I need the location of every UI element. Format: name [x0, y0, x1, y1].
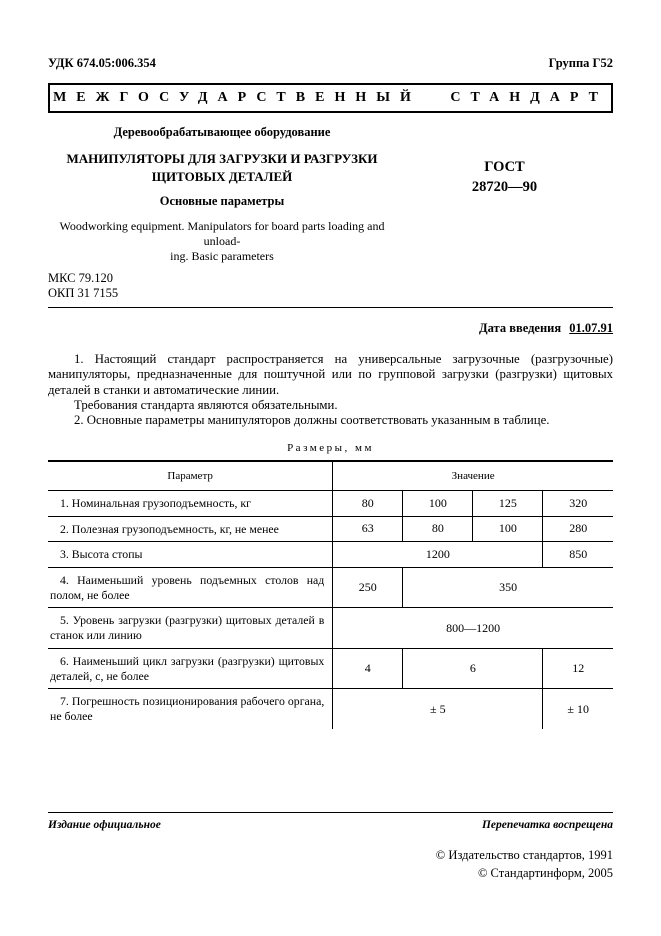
udk-number: УДК 674.05:006.354	[48, 56, 156, 70]
standard-title-line2: ЩИТОВЫХ ДЕТАЛЕЙ	[151, 168, 293, 184]
classification-codes	[48, 271, 613, 301]
value-cell: 350	[403, 568, 613, 608]
column-header-value: Значение	[451, 469, 495, 482]
footer-divider-rule	[48, 812, 613, 813]
table-caption: Размеры, мм	[287, 441, 374, 454]
column-header-param: Параметр	[48, 461, 333, 491]
copyright-publisher: © Издательство стандартов, 1991	[435, 848, 613, 862]
value-cell: 12	[543, 648, 613, 688]
paragraph-parameters: 2. Основные параметры манипуляторов должны соответствовать указанным в таблице.	[74, 413, 550, 428]
gost-code-line2: 28720—90	[471, 179, 538, 196]
copyright-standartinform: © Стандартинформ, 2005	[477, 865, 613, 880]
table-row	[48, 689, 613, 729]
param-cell: 5. Уровень загрузки (разгрузки) щитовых деталей в станок или линию	[48, 608, 333, 648]
equipment-category: Деревообрабатывающее оборудование	[113, 125, 331, 139]
top-meta-row	[48, 56, 613, 71]
banner-title: МЕЖГОСУДАРСТВЕННЫЙ СТАНДАРТ	[53, 90, 608, 105]
table-row	[48, 568, 613, 608]
value-cell: 125	[473, 490, 543, 516]
value-cell: 1200	[333, 542, 543, 568]
date-label: Дата введения	[479, 321, 562, 336]
value-cell: 850	[543, 542, 613, 568]
value-cell: 63	[333, 516, 403, 542]
okp-code: ОКП 31 7155	[48, 286, 119, 301]
english-title-line1: Woodworking equipment. Manipulators for board parts loading and unload-	[59, 219, 385, 249]
table-row	[48, 490, 613, 516]
title-left-column	[48, 125, 396, 264]
value-cell: 280	[543, 516, 613, 542]
english-title-line2: ing. Basic parameters	[170, 249, 274, 264]
gost-code-block	[396, 125, 613, 264]
value-cell: 320	[543, 490, 613, 516]
value-cell: 100	[473, 516, 543, 542]
param-cell: 7. Погрешность позиционирования рабочего органа, не более	[48, 689, 333, 729]
param-cell: 4. Наименьший уровень подъемных столов над полом, не более	[48, 568, 333, 608]
table-row	[48, 542, 613, 568]
standard-title	[48, 150, 396, 185]
value-cell: ± 10	[543, 689, 613, 729]
gost-code-line1: ГОСТ	[484, 159, 525, 175]
value-cell: 80	[403, 516, 473, 542]
mks-code: МКС 79.120	[48, 271, 113, 286]
paragraph-scope: 1. Настоящий стандарт распространяется на универсальные загрузочные (разгрузочные) манипуляторы, предназначенные для поштучной или по групповой загрузки (разгрузки) щитовых деталей в станки и автоматические линии.	[48, 352, 613, 397]
copyright-block	[48, 847, 613, 882]
paragraph-mandatory: Требования стандарта являются обязательными.	[74, 398, 338, 413]
page-footer	[48, 812, 613, 882]
value-cell: ± 5	[333, 689, 543, 729]
value-cell: 4	[333, 648, 403, 688]
table-row	[48, 516, 613, 542]
table-header-row	[48, 461, 613, 491]
value-cell: 250	[333, 568, 403, 608]
title-block	[48, 125, 613, 264]
date-value: 01.07.91	[569, 321, 613, 336]
header-divider-rule	[48, 307, 613, 308]
value-cell: 80	[333, 490, 403, 516]
value-cell: 6	[403, 648, 543, 688]
body-paragraphs	[48, 352, 613, 429]
standard-title-line1: МАНИПУЛЯТОРЫ ДЛЯ ЗАГРУЗКИ И РАЗГРУЗКИ	[66, 151, 378, 166]
footer-notice-row	[48, 819, 613, 831]
param-cell: 3. Высота стопы	[48, 542, 333, 568]
interstate-standard-banner	[48, 83, 613, 113]
english-title	[48, 219, 396, 264]
effective-date-line	[48, 321, 613, 336]
value-cell: 100	[403, 490, 473, 516]
param-cell: 1. Номинальная грузоподъемность, кг	[48, 490, 333, 516]
table-row	[48, 608, 613, 648]
official-edition-label: Издание официальное	[48, 819, 161, 831]
param-cell: 2. Полезная грузоподъемность, кг, не менее	[48, 516, 333, 542]
no-reprint-label: Перепечатка воспрещена	[481, 819, 613, 831]
table-row	[48, 648, 613, 688]
param-cell: 6. Наименьший цикл загрузки (разгрузки) щитовых деталей, с, не более	[48, 648, 333, 688]
group-code: Группа Г52	[548, 56, 613, 70]
value-cell: 800—1200	[333, 608, 613, 648]
standard-subtitle: Основные параметры	[159, 194, 285, 209]
parameters-table	[48, 460, 613, 729]
